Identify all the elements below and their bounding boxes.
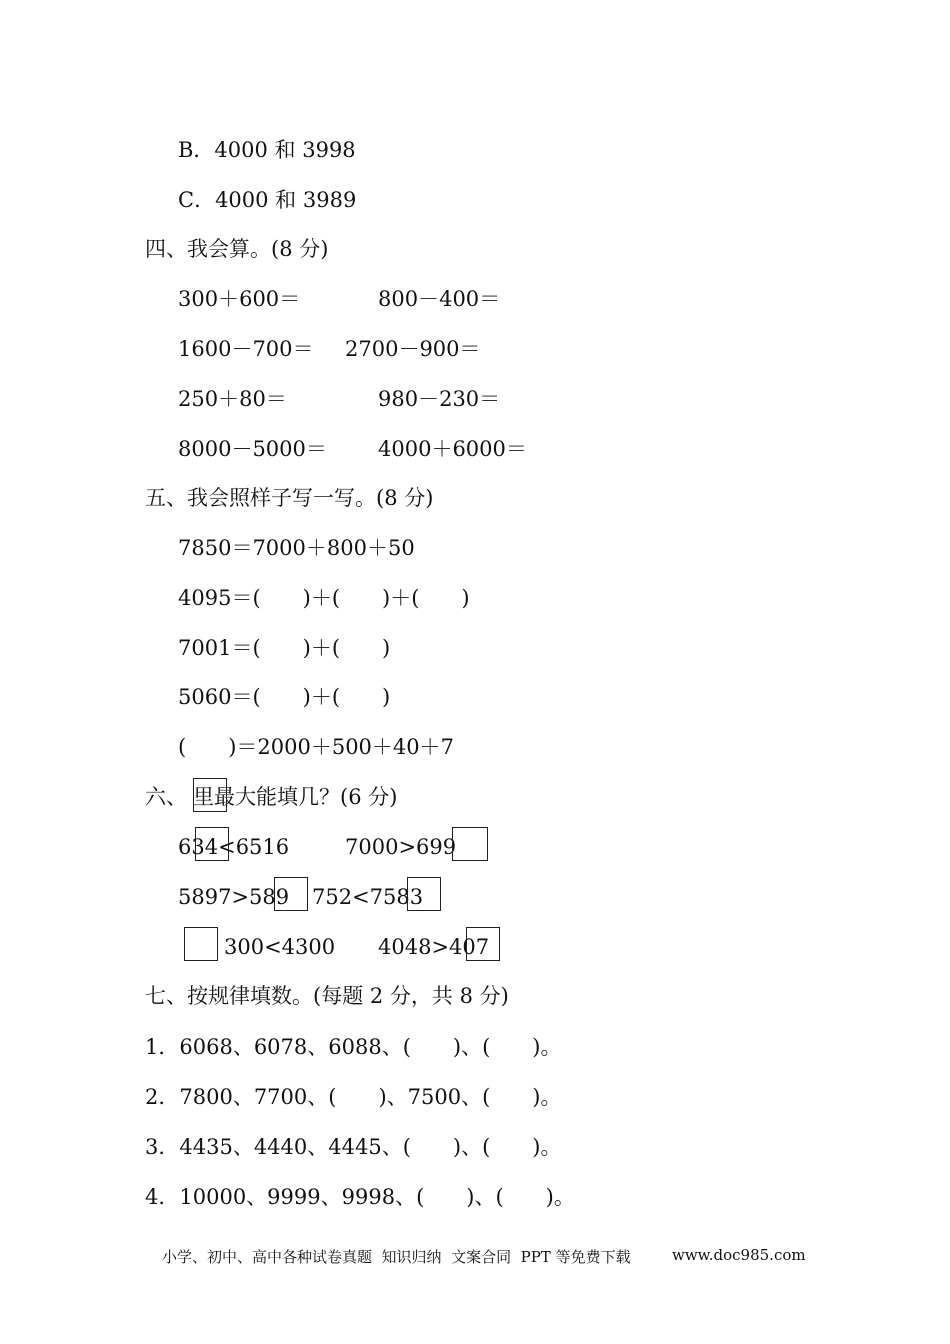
footer-link[interactable]: www.doc985.com — [672, 1246, 806, 1264]
compare-item: 300<4300 — [224, 935, 336, 959]
pattern-item: 4．10000、9999、9998、( )、( )。 — [145, 1185, 575, 1209]
item-number: 4． — [145, 1185, 180, 1209]
compare-item: 752<7583 — [312, 885, 424, 909]
calc-item: 2700－900＝ — [345, 337, 481, 361]
answer-box[interactable] — [452, 827, 488, 861]
blank-box-icon — [193, 778, 227, 812]
decompose-line: 5060＝( )＋( ) — [178, 685, 391, 709]
compare-item: 5897>589 — [178, 885, 290, 909]
pattern-item: 3．4435、4440、4445、( )、( )。 — [145, 1135, 562, 1159]
pattern-item: 2．7800、7700、( )、7500、( )。 — [145, 1085, 562, 1109]
item-number: 2． — [145, 1085, 180, 1109]
compare-item: 7000>699 — [345, 835, 457, 859]
answer-box[interactable] — [195, 827, 229, 861]
compare-item: 4048>407 — [378, 935, 490, 959]
calc-item: 1600－700＝ — [178, 337, 314, 361]
decompose-line: 7001＝( )＋( ) — [178, 636, 391, 660]
calc-item: 300＋600＝ — [178, 287, 301, 311]
section-7-heading: 七、按规律填数。(每题 2 分，共 8 分) — [145, 984, 509, 1008]
answer-box[interactable] — [184, 927, 218, 961]
section-5-heading: 五、我会照样子写一写。(8 分) — [145, 486, 434, 510]
pattern-item: 1．6068、6078、6088、( )、( )。 — [145, 1035, 562, 1059]
compare-item: 634<6516 — [178, 835, 290, 859]
section-4-heading: 四、我会算。(8 分) — [145, 237, 329, 261]
answer-box[interactable] — [466, 927, 500, 961]
item-number: 3． — [145, 1135, 180, 1159]
calc-item: 8000－5000＝ — [178, 437, 327, 461]
option-b: B．4000 和 3998 — [178, 138, 356, 162]
example-line: 7850＝7000＋800＋50 — [178, 536, 415, 560]
section-6-heading — [145, 784, 397, 810]
item-number: 1． — [145, 1035, 180, 1059]
calc-item: 4000＋6000＝ — [378, 437, 527, 461]
answer-box[interactable] — [274, 877, 308, 911]
heading-suffix: 里最大能填几？(6 分) — [193, 785, 398, 809]
answer-box[interactable] — [407, 877, 441, 911]
calc-item: 250＋80＝ — [178, 387, 287, 411]
heading-prefix: 六、 — [145, 785, 187, 809]
calc-item: 980－230＝ — [378, 387, 501, 411]
decompose-line: 4095＝( )＋( )＋( ) — [178, 586, 470, 610]
calc-item: 800－400＝ — [378, 287, 501, 311]
decompose-line: ( )＝2000＋500＋40＋7 — [178, 735, 454, 759]
footer-text: 小学、初中、高中各种试卷真题 知识归纳 文案合同 PPT 等免费下载 — [162, 1248, 631, 1266]
option-c: C．4000 和 3989 — [178, 188, 357, 212]
